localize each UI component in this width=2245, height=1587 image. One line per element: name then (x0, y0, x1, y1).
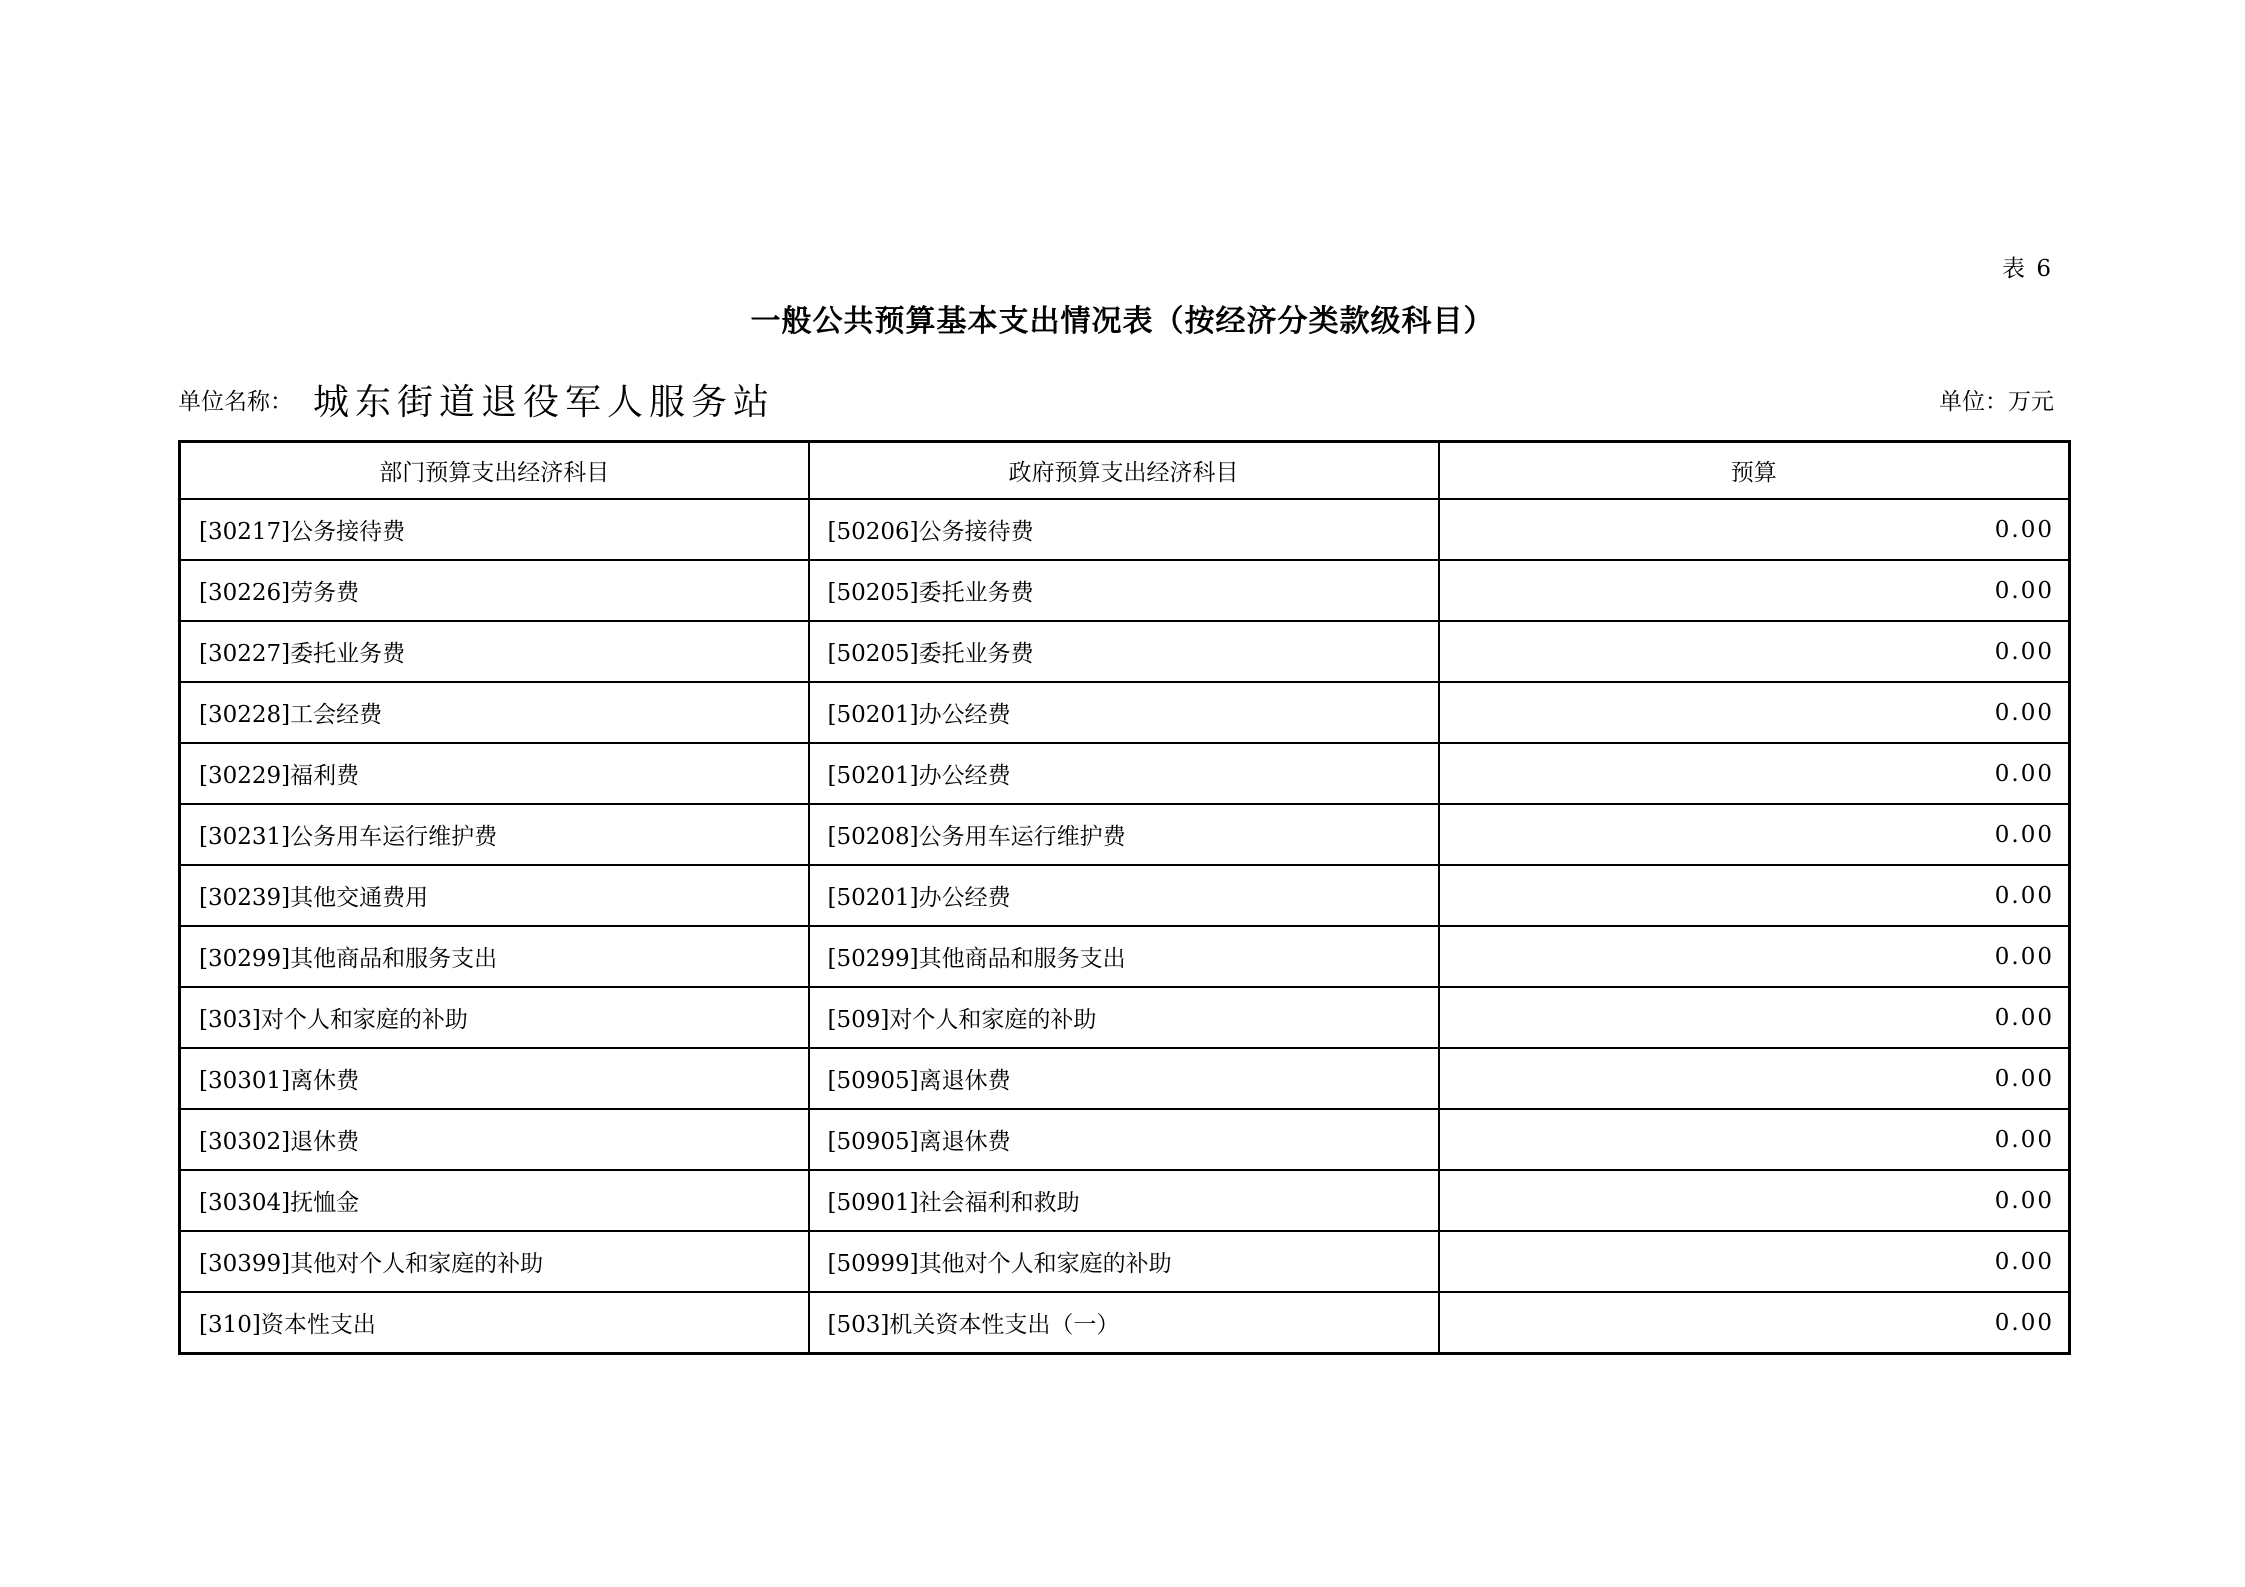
gov-subject-cell: [50901]社会福利和救助 (809, 1170, 1439, 1231)
gov-subject-cell: [50201]办公经费 (809, 865, 1439, 926)
dept-subject-cell: [30302]退休费 (180, 1109, 809, 1170)
table-row (180, 804, 2070, 865)
gov-subject-cell: [50206]公务接待费 (809, 499, 1439, 560)
dept-subject-cell: [30301]离休费 (180, 1048, 809, 1109)
budget-value-cell: 0.00 (1439, 560, 2070, 621)
table-row (180, 1231, 2070, 1292)
dept-subject-cell: [30299]其他商品和服务支出 (180, 926, 809, 987)
budget-value-cell: 0.00 (1439, 1048, 2070, 1109)
budget-value-cell: 0.00 (1439, 926, 2070, 987)
table-header-row (180, 442, 2070, 500)
gov-subject-cell: [50208]公务用车运行维护费 (809, 804, 1439, 865)
page-title: 一般公共预算基本支出情况表（按经济分类款级科目） (750, 304, 1495, 339)
table-row (180, 1109, 2070, 1170)
table-row (180, 682, 2070, 743)
gov-subject-cell: [50905]离退休费 (809, 1048, 1439, 1109)
dept-subject-cell: [30228]工会经费 (180, 682, 809, 743)
dept-subject-cell: [30227]委托业务费 (180, 621, 809, 682)
table-row (180, 1292, 2070, 1354)
budget-value-cell: 0.00 (1439, 865, 2070, 926)
gov-subject-cell: [50205]委托业务费 (809, 621, 1439, 682)
budget-value-cell: 0.00 (1439, 743, 2070, 804)
budget-value-cell: 0.00 (1439, 804, 2070, 865)
gov-subject-cell: [50999]其他对个人和家庭的补助 (809, 1231, 1439, 1292)
budget-value-cell: 0.00 (1439, 621, 2070, 682)
dept-subject-cell: [310]资本性支出 (180, 1292, 809, 1354)
table-row (180, 560, 2070, 621)
dept-subject-cell: [30217]公务接待费 (180, 499, 809, 560)
budget-value-cell: 0.00 (1439, 499, 2070, 560)
budget-value-cell: 0.00 (1439, 1109, 2070, 1170)
table-row (180, 987, 2070, 1048)
budget-value-cell: 0.00 (1439, 682, 2070, 743)
column-header-gov: 政府预算支出经济科目 (809, 442, 1439, 500)
table-row (180, 1170, 2070, 1231)
dept-subject-cell: [30399]其他对个人和家庭的补助 (180, 1231, 809, 1292)
gov-subject-cell: [50205]委托业务费 (809, 560, 1439, 621)
gov-subject-cell: [50201]办公经费 (809, 682, 1439, 743)
unit-name-label: 单位名称： (178, 388, 293, 415)
gov-subject-cell: [50299]其他商品和服务支出 (809, 926, 1439, 987)
dept-subject-cell: [30226]劳务费 (180, 560, 809, 621)
dept-subject-cell: [30239]其他交通费用 (180, 865, 809, 926)
budget-value-cell: 0.00 (1439, 1292, 2070, 1354)
gov-subject-cell: [503]机关资本性支出（一） (809, 1292, 1439, 1354)
table-row (180, 499, 2070, 560)
dept-subject-cell: [303]对个人和家庭的补助 (180, 987, 809, 1048)
dept-subject-cell: [30231]公务用车运行维护费 (180, 804, 809, 865)
budget-value-cell: 0.00 (1439, 1170, 2070, 1231)
unit-info-row (178, 368, 2068, 430)
table-row (180, 1048, 2070, 1109)
gov-subject-cell: [50905]离退休费 (809, 1109, 1439, 1170)
budget-value-cell: 0.00 (1439, 1231, 2070, 1292)
currency-unit-label: 单位：万元 (1939, 388, 2054, 415)
table-row (180, 743, 2070, 804)
unit-name-value: 城东街道退役军人服务站 (313, 381, 776, 423)
table-row (180, 621, 2070, 682)
budget-table (178, 440, 2071, 1355)
column-header-dept: 部门预算支出经济科目 (180, 442, 809, 500)
table-number-label: 表 6 (2002, 256, 2053, 282)
table-row (180, 926, 2070, 987)
budget-value-cell: 0.00 (1439, 987, 2070, 1048)
table-row (180, 865, 2070, 926)
dept-subject-cell: [30304]抚恤金 (180, 1170, 809, 1231)
gov-subject-cell: [509]对个人和家庭的补助 (809, 987, 1439, 1048)
dept-subject-cell: [30229]福利费 (180, 743, 809, 804)
gov-subject-cell: [50201]办公经费 (809, 743, 1439, 804)
column-header-budget: 预算 (1439, 442, 2070, 500)
